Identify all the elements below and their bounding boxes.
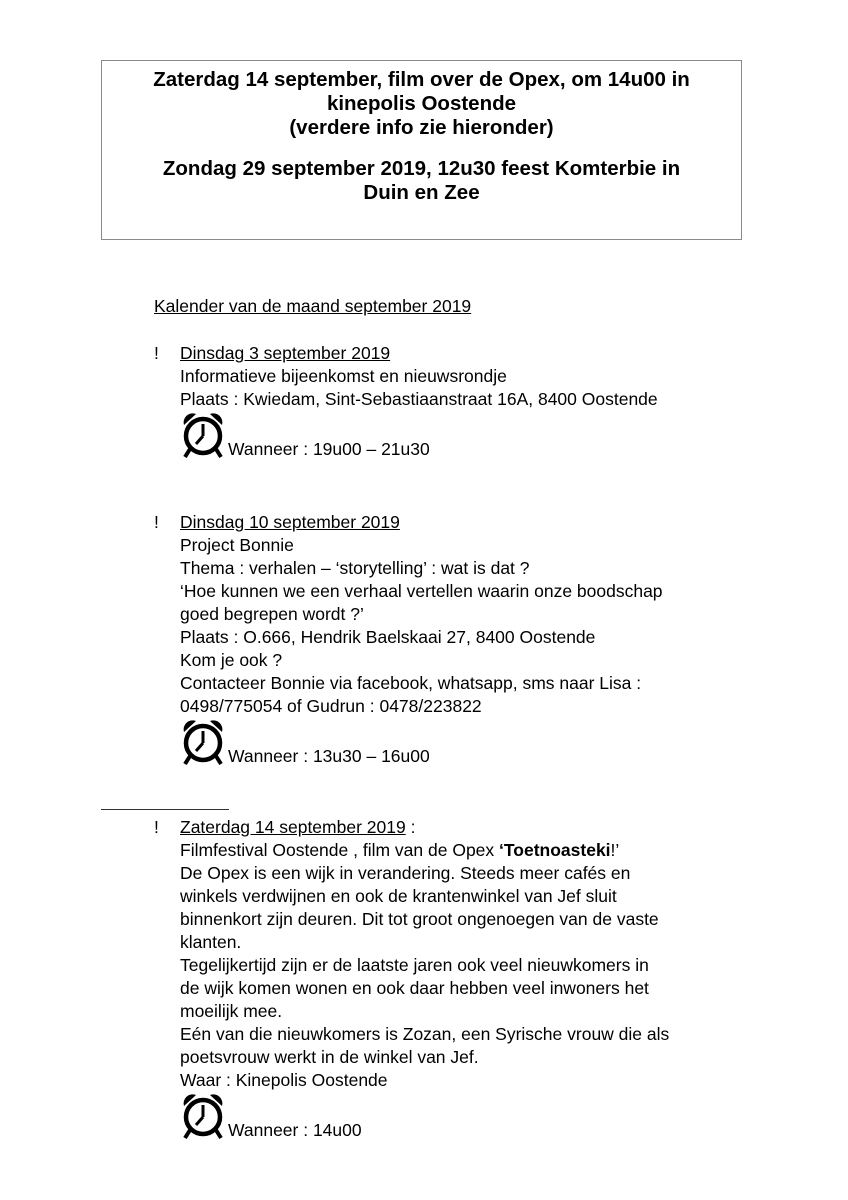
event-line: moeilijk mee. [180,1001,283,1021]
event-film-line [180,839,669,862]
event-line: Informatieve bijeenkomst en nieuwsrondje [180,366,507,386]
event-line: goed begrepen wordt ?’ [180,604,364,624]
event-line: de wijk komen wonen en ook daar hebben veel inwoners het [180,978,649,998]
announcement-line: (verdere info zie hieronder) [289,116,554,139]
event-line: binnenkort zijn deuren. Dit tot groot ongenoegen van de vaste [180,909,659,929]
film-title-text: Toetnoasteki [503,840,611,860]
alarm-clock-icon [180,1092,226,1140]
event-line: Contacteer Bonnie via facebook, whatsapp, sms naar Lisa : [180,673,642,693]
event-time: Wanneer : 14u00 [228,1120,362,1140]
alarm-clock-icon [180,411,226,459]
bullet-mark: ! [154,512,159,532]
event-line: Project Bonnie [180,535,294,555]
event-line: winkels verdwijnen en ook de krantenwinkel van Jef sluit [180,886,617,906]
event-line: De Opex is een wijk in verandering. Steeds meer cafés en [180,863,631,883]
event-line: Kom je ook ? [180,650,283,670]
alarm-clock-icon [180,718,226,766]
announcement-line: kinepolis Oostende [326,92,517,115]
announcement-line: Zaterdag 14 september, film over de Opex, om 14u00 in [153,68,690,91]
quote-close: !’ [610,840,620,860]
event-date: Dinsdag 3 september 2019 [180,343,391,363]
event-line: Tegelijkertijd zijn er de laatste jaren ook veel nieuwkomers in [180,955,649,975]
event-when [180,718,663,768]
event-time: Wanneer : 19u00 – 21u30 [228,439,430,459]
announcement-box [101,60,742,240]
event-line: poetsvrouw werkt in de winkel van Jef. [180,1047,479,1067]
footnote-separator [101,809,229,810]
announcement-line: Zondag 29 september 2019, 12u30 feest Komterbie in [162,157,681,180]
film-title [499,840,611,860]
event-date: Zaterdag 14 september 2019 [180,817,406,837]
event-line: Waar : Kinepolis Oostende [180,1070,388,1090]
event-line: Plaats : O.666, Hendrik Baelskaai 27, 8400 Oostende [180,627,596,647]
bullet-mark: ! [154,343,159,363]
calendar-event [154,342,658,461]
film-line-text: Filmfestival Oostende , film van de Opex [180,840,500,860]
event-date: Dinsdag 10 september 2019 [180,512,400,532]
event-line: Plaats : Kwiedam, Sint-Sebastiaanstraat 16A, 8400 Oostende [180,389,658,409]
event-when [180,411,658,461]
event-line: 0498/775054 of Gudrun : 0478/223822 [180,696,482,716]
calendar-event [154,511,663,768]
event-line: ‘Hoe kunnen we een verhaal vertellen waarin onze boodschap [180,581,663,601]
announcement-line: Duin en Zee [363,181,480,204]
quote-open: ‘ [499,840,504,860]
event-when [180,1092,669,1142]
event-line: Thema : verhalen – ‘storytelling’ : wat is dat ? [180,558,530,578]
bullet-mark: ! [154,817,159,837]
calendar-event [154,816,669,1142]
event-date-suffix: : [405,817,416,837]
event-time: Wanneer : 13u30 – 16u00 [228,746,430,766]
event-line: Eén van die nieuwkomers is Zozan, een Syrische vrouw die als [180,1024,670,1044]
calendar-title: Kalender van de maand september 2019 [154,296,472,316]
event-line: klanten. [180,932,242,952]
